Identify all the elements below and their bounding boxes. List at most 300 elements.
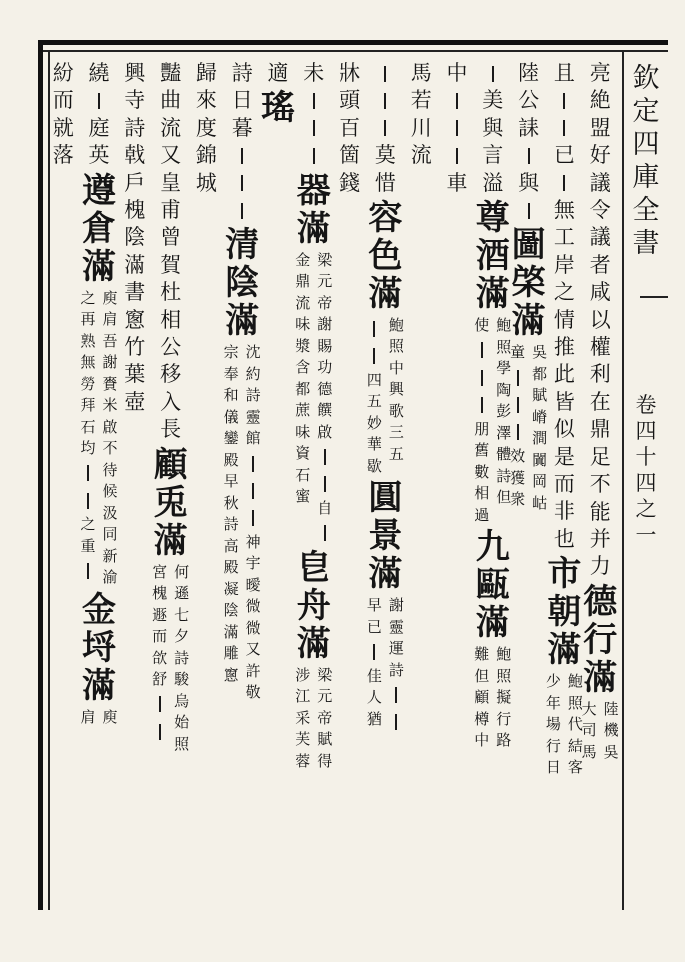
- note-char: 照: [496, 337, 512, 356]
- note-char: 都: [295, 379, 311, 398]
- body-char: 中: [446, 61, 468, 85]
- note-char: 米: [102, 396, 118, 415]
- note-char: 吾: [102, 331, 118, 350]
- body-char: 力: [589, 554, 611, 579]
- note-char: 照: [496, 666, 512, 685]
- headword-char: 滿: [225, 301, 260, 342]
- note-char: 效: [510, 447, 526, 465]
- body-char: 入: [160, 389, 182, 414]
- note-char: 五: [366, 392, 382, 411]
- headword-char: 滿: [368, 273, 403, 314]
- repeat-mark: [384, 93, 386, 109]
- note-char: 元: [317, 272, 333, 291]
- repeat-mark: [395, 687, 397, 703]
- headword-char: 滿: [475, 603, 510, 644]
- note-char: 烏: [174, 691, 190, 710]
- repeat-mark: [384, 66, 386, 82]
- note-char: 重: [80, 536, 96, 555]
- annotation-left-line: [78, 707, 98, 729]
- note-char: 路: [496, 731, 512, 750]
- note-char: 微: [245, 597, 261, 616]
- body-char: 車: [446, 170, 468, 195]
- annotation: [543, 671, 585, 779]
- note-char: 新: [102, 546, 118, 565]
- headword-char: 滿: [296, 623, 331, 664]
- headword-char: 滿: [368, 554, 403, 595]
- body-char: 馬: [410, 61, 432, 85]
- headword-char: 朝: [547, 592, 582, 633]
- body-char: 移: [160, 362, 182, 387]
- note-char: 鑾: [223, 429, 239, 448]
- body-char: 令: [589, 198, 611, 223]
- note-char: 賚: [102, 374, 118, 393]
- note-char: 華: [366, 435, 382, 454]
- text-column: [34, 60, 92, 170]
- note-char: 殿: [223, 450, 239, 469]
- note-char: 儀: [223, 407, 239, 426]
- note-char: 澤: [496, 423, 512, 442]
- annotation-left-line: [150, 562, 170, 756]
- note-char: 夕: [174, 627, 190, 646]
- body-char: 無: [553, 197, 575, 222]
- note-char: 雕: [223, 644, 239, 663]
- note-char: 擬: [496, 688, 512, 707]
- annotation: [293, 250, 335, 547]
- note-char: 賜: [317, 336, 333, 355]
- note-char: 凝: [223, 579, 239, 598]
- note-char: 始: [174, 713, 190, 732]
- text-column: [285, 60, 343, 772]
- entry-headword: [368, 479, 402, 593]
- body-char: 寺: [124, 88, 146, 113]
- note-char: 顧: [474, 688, 490, 707]
- note-char: 行: [545, 736, 561, 755]
- repeat-mark: [481, 342, 483, 358]
- note-char: 宇: [245, 554, 261, 573]
- headword-char: 色: [368, 235, 403, 276]
- note-char: 澗: [532, 429, 548, 448]
- body-char: 書: [124, 280, 146, 305]
- note-char: 蓉: [295, 751, 311, 770]
- note-char: 岡: [532, 472, 548, 491]
- note-char: 體: [496, 445, 512, 463]
- note-char: 嵴: [532, 407, 548, 426]
- note-char: 照: [388, 337, 404, 356]
- body-char: 度: [195, 115, 217, 140]
- repeat-mark: [373, 321, 375, 337]
- note-char: 鮑: [567, 672, 583, 691]
- note-char: 曖: [245, 575, 261, 594]
- headword-char: 滿: [583, 657, 618, 698]
- body-char: 推: [553, 334, 575, 359]
- entry-headword: [547, 555, 581, 669]
- headword-char: 金: [82, 589, 116, 630]
- body-char: 此: [553, 362, 575, 387]
- note-char: 石: [295, 465, 311, 484]
- volume-char: 十: [635, 445, 657, 469]
- headword-char: 滿: [153, 520, 188, 561]
- headword-char: 滿: [475, 274, 510, 314]
- left-border: [38, 40, 43, 910]
- note-char: 鮑: [496, 316, 512, 334]
- repeat-mark: [563, 175, 565, 191]
- body-char: 與: [482, 115, 504, 140]
- entry-headword: [82, 172, 116, 286]
- body-char: 甫: [160, 198, 182, 223]
- headword-char: 德: [583, 581, 618, 622]
- note-char: 味: [295, 422, 311, 441]
- note-char: 四: [366, 370, 382, 389]
- entry-headword: [82, 591, 116, 705]
- note-char: 駿: [174, 670, 190, 689]
- note-char: 早: [366, 596, 382, 615]
- repeat-mark: [324, 449, 326, 465]
- body-char: 流: [160, 115, 182, 140]
- annotation: [472, 315, 514, 526]
- repeat-mark: [159, 696, 161, 712]
- note-char: 秋: [223, 493, 239, 512]
- headword-char: 陰: [225, 263, 260, 304]
- repeat-mark: [456, 93, 458, 109]
- headword-char: 行: [583, 619, 618, 660]
- body-char: 滿: [124, 252, 146, 277]
- entry-headword: [297, 549, 331, 663]
- note-char: 遜: [174, 584, 190, 603]
- body-char: 來: [195, 88, 217, 113]
- note-char: 獲: [510, 468, 526, 487]
- note-char: 衆: [510, 490, 526, 508]
- note-char: 大: [581, 699, 597, 718]
- note-char: 難: [474, 645, 490, 664]
- repeat-mark: [324, 476, 326, 492]
- note-char: 石: [80, 417, 96, 436]
- entry-headword: [476, 528, 510, 642]
- body-char: 好: [589, 143, 611, 168]
- note-char: 年: [545, 693, 561, 712]
- annotation-left-line: [293, 250, 313, 547]
- annotation: [150, 562, 192, 756]
- note-char: 啟: [102, 417, 118, 436]
- body-char: 已: [553, 143, 575, 168]
- repeat-mark: [563, 120, 565, 136]
- note-char: 謝: [102, 353, 118, 372]
- note-char: 人: [366, 688, 382, 707]
- note-char: 沈: [245, 343, 261, 362]
- headword-char: 兎: [153, 482, 188, 523]
- note-char: 殿: [223, 558, 239, 577]
- annotation-right-line: [100, 707, 120, 729]
- entry-headword: [297, 172, 331, 248]
- note-char: 代: [567, 715, 583, 734]
- annotation-right-line: [100, 288, 120, 589]
- note-char: 待: [102, 460, 118, 479]
- note-char: 館: [245, 429, 261, 448]
- note-char: 德: [317, 379, 333, 398]
- body-char: 錦: [195, 143, 217, 168]
- annotation: [364, 315, 406, 477]
- body-char: 莫: [374, 143, 396, 168]
- body-char: 詩: [231, 61, 253, 85]
- note-char: 詩: [223, 515, 239, 534]
- repeat-mark: [313, 148, 315, 164]
- title-char: 庫: [632, 162, 660, 193]
- annotation: [78, 288, 120, 589]
- annotation-left-line: [364, 595, 384, 736]
- note-char: 詩: [174, 648, 190, 667]
- volume-char: 四: [635, 471, 657, 495]
- note-char: 之: [80, 515, 96, 534]
- note-char: 渝: [102, 568, 118, 587]
- repeat-mark: [87, 465, 89, 481]
- annotation-right-line: [530, 342, 550, 514]
- note-char: 過: [474, 505, 490, 524]
- body-char: 議: [589, 170, 611, 195]
- body-char: 落: [52, 143, 74, 168]
- annotation-right-line: [386, 595, 406, 736]
- note-char: 拜: [80, 396, 96, 415]
- body-char: 在: [589, 389, 611, 414]
- headword-char: 九: [475, 527, 510, 568]
- note-char: 無: [80, 353, 96, 372]
- repeat-mark: [481, 370, 483, 386]
- repeat-mark: [456, 120, 458, 136]
- note-char: 詩: [388, 660, 404, 679]
- headword-char: 棨: [511, 263, 546, 304]
- annotation-right-line: [494, 315, 514, 526]
- body-char: 長: [160, 417, 182, 442]
- body-char: 公: [160, 335, 182, 360]
- note-char: 槐: [152, 584, 168, 603]
- note-char: 勞: [80, 374, 96, 393]
- body-char: 葉: [124, 362, 146, 387]
- body-char: 竹: [124, 335, 146, 360]
- body-char: 興: [124, 61, 146, 85]
- body-char: 曾: [160, 225, 182, 250]
- entry-headword: [154, 446, 188, 560]
- note-char: 再: [80, 310, 96, 329]
- note-char: 但: [474, 666, 490, 685]
- note-char: 七: [174, 605, 190, 624]
- note-char: 鼎: [295, 272, 311, 291]
- note-char: 江: [295, 687, 311, 706]
- annotation-left-line: [543, 671, 563, 779]
- body-char: 而: [553, 472, 575, 496]
- body-char: 英: [88, 143, 110, 168]
- note-char: 但: [496, 488, 512, 506]
- repeat-mark: [384, 120, 386, 136]
- body-char: 箇: [339, 143, 361, 168]
- body-char: 頭: [339, 88, 361, 113]
- body-char: 就: [52, 115, 74, 140]
- repeat-mark: [159, 724, 161, 740]
- note-char: 童: [510, 343, 526, 362]
- note-char: 詩: [245, 386, 261, 405]
- headword-char: 滿: [82, 246, 116, 287]
- body-text: [48, 60, 78, 170]
- note-char: 宮: [152, 562, 168, 581]
- body-char: 皇: [160, 170, 182, 195]
- headword-char: 尊: [475, 198, 510, 238]
- volume-char: 一: [635, 523, 657, 547]
- repeat-mark: [373, 348, 375, 364]
- body-char: 利: [589, 362, 611, 387]
- note-char: 謝: [317, 315, 333, 334]
- note-char: 使: [474, 316, 490, 334]
- note-char: 奉: [223, 364, 239, 383]
- body-char: 盟: [589, 115, 611, 140]
- entry-headword: [225, 226, 259, 340]
- annotation-left-line: [364, 315, 384, 477]
- body-char: 岸: [553, 252, 575, 277]
- body-char: 之: [553, 280, 575, 305]
- volume-char: 四: [635, 419, 657, 443]
- note-char: 何: [174, 562, 190, 581]
- body-char: 非: [553, 499, 575, 524]
- body-char: 相: [160, 307, 182, 332]
- note-char: 滿: [223, 622, 239, 641]
- note-char: 靈: [245, 407, 261, 426]
- headword-char: 容: [368, 197, 403, 238]
- body-char: 庭: [88, 115, 110, 140]
- note-char: 欱: [152, 648, 168, 667]
- annotation-left-line: [221, 342, 241, 704]
- note-char: 微: [245, 618, 261, 637]
- annotation-right-line: [315, 665, 335, 773]
- note-char: 熟: [80, 331, 96, 350]
- body-char: 詩: [124, 115, 146, 140]
- body-char: 鼎: [589, 417, 611, 442]
- repeat-mark: [373, 644, 375, 660]
- body-char: 咸: [589, 280, 611, 305]
- headword-char: 瑤: [261, 88, 295, 129]
- body-char: 誄: [518, 115, 540, 140]
- note-char: 得: [317, 751, 333, 770]
- note-char: 五: [388, 444, 404, 463]
- repeat-mark: [98, 93, 100, 109]
- note-char: 賦: [532, 386, 548, 405]
- repeat-mark: [252, 483, 254, 499]
- repeat-mark: [492, 66, 494, 82]
- repeat-mark: [324, 525, 326, 541]
- note-char: 場: [545, 715, 561, 734]
- note-char: 約: [245, 364, 261, 383]
- note-char: 舒: [152, 670, 168, 689]
- annotation: [293, 665, 335, 773]
- note-char: 樽: [474, 709, 490, 728]
- note-char: 和: [223, 386, 239, 405]
- note-char: 少: [545, 672, 561, 691]
- body-char: 川: [410, 115, 432, 140]
- repeat-mark: [528, 148, 530, 164]
- annotation: [472, 644, 514, 752]
- note-char: 饌: [317, 401, 333, 420]
- body-char: 戶: [124, 170, 146, 195]
- note-char: 肩: [80, 707, 96, 726]
- note-char: 機: [603, 721, 619, 740]
- note-char: 照: [174, 734, 190, 753]
- headword-char: 滿: [511, 301, 546, 342]
- body-char: 以: [589, 307, 611, 332]
- headword-char: 器: [296, 170, 331, 211]
- note-char: 自: [317, 498, 333, 517]
- note-char: 庾: [102, 288, 118, 307]
- annotation-left-line: [472, 315, 492, 526]
- headword-char: 倉: [82, 208, 116, 249]
- note-char: 歌: [388, 401, 404, 420]
- headword-char: 遵: [82, 170, 116, 211]
- note-char: 梁: [317, 665, 333, 684]
- body-char: 日: [231, 88, 253, 113]
- note-char: 功: [317, 358, 333, 377]
- body-char: 窻: [124, 307, 146, 332]
- headword-char: 甌: [475, 565, 510, 606]
- body-char: 情: [553, 307, 575, 332]
- body-char: 權: [589, 335, 611, 360]
- note-char: 照: [567, 693, 583, 712]
- note-char: 賦: [317, 730, 333, 749]
- note-char: 陰: [223, 601, 239, 620]
- body-char: 是: [553, 444, 575, 469]
- note-char: 不: [102, 439, 118, 458]
- annotation-right-line: [243, 342, 263, 704]
- note-char: 謝: [388, 596, 404, 615]
- note-char: 資: [295, 444, 311, 463]
- body-char: 不: [589, 472, 611, 497]
- body-char: 且: [553, 61, 575, 85]
- note-char: 均: [80, 439, 96, 458]
- body-char: 而: [52, 88, 74, 113]
- note-char: 神: [245, 532, 261, 551]
- note-char: 興: [388, 380, 404, 399]
- headword-char: 圖: [511, 225, 546, 266]
- annotation-right-line: [172, 562, 192, 756]
- body-char: 未: [303, 61, 325, 85]
- body-char: 適: [267, 61, 289, 85]
- note-char: 漿: [295, 336, 311, 355]
- top-inner-border: [40, 50, 668, 52]
- note-char: 含: [295, 358, 311, 377]
- note-char: 蔗: [295, 401, 311, 420]
- annotation-right-line: [565, 671, 585, 779]
- body-char: 亮: [589, 61, 611, 85]
- body-char: 與: [518, 170, 540, 195]
- body-char: 者: [589, 252, 611, 277]
- note-char: 涉: [295, 665, 311, 684]
- note-char: 運: [388, 639, 404, 658]
- note-char: 相: [474, 484, 490, 503]
- body-char: 言: [482, 143, 504, 168]
- title-char: 書: [632, 228, 660, 259]
- note-char: 遯: [152, 605, 168, 624]
- repeat-mark: [313, 93, 315, 109]
- note-char: 流: [295, 293, 311, 312]
- repeat-mark: [241, 203, 243, 219]
- note-char: 吳: [603, 742, 619, 761]
- body-char: 杜: [160, 280, 182, 305]
- note-char: 數: [474, 462, 490, 481]
- title-char: 四: [632, 129, 660, 160]
- title-char: 定: [632, 96, 660, 127]
- body-char: 曲: [160, 88, 182, 113]
- body-char: 陰: [124, 225, 146, 250]
- body-char: 壺: [124, 389, 146, 414]
- body-char: 流: [410, 143, 432, 168]
- repeat-mark: [313, 120, 315, 136]
- body-char: 暮: [231, 115, 253, 140]
- note-char: 三: [388, 423, 404, 442]
- body-char: 皆: [553, 389, 575, 414]
- note-char: 結: [567, 736, 583, 755]
